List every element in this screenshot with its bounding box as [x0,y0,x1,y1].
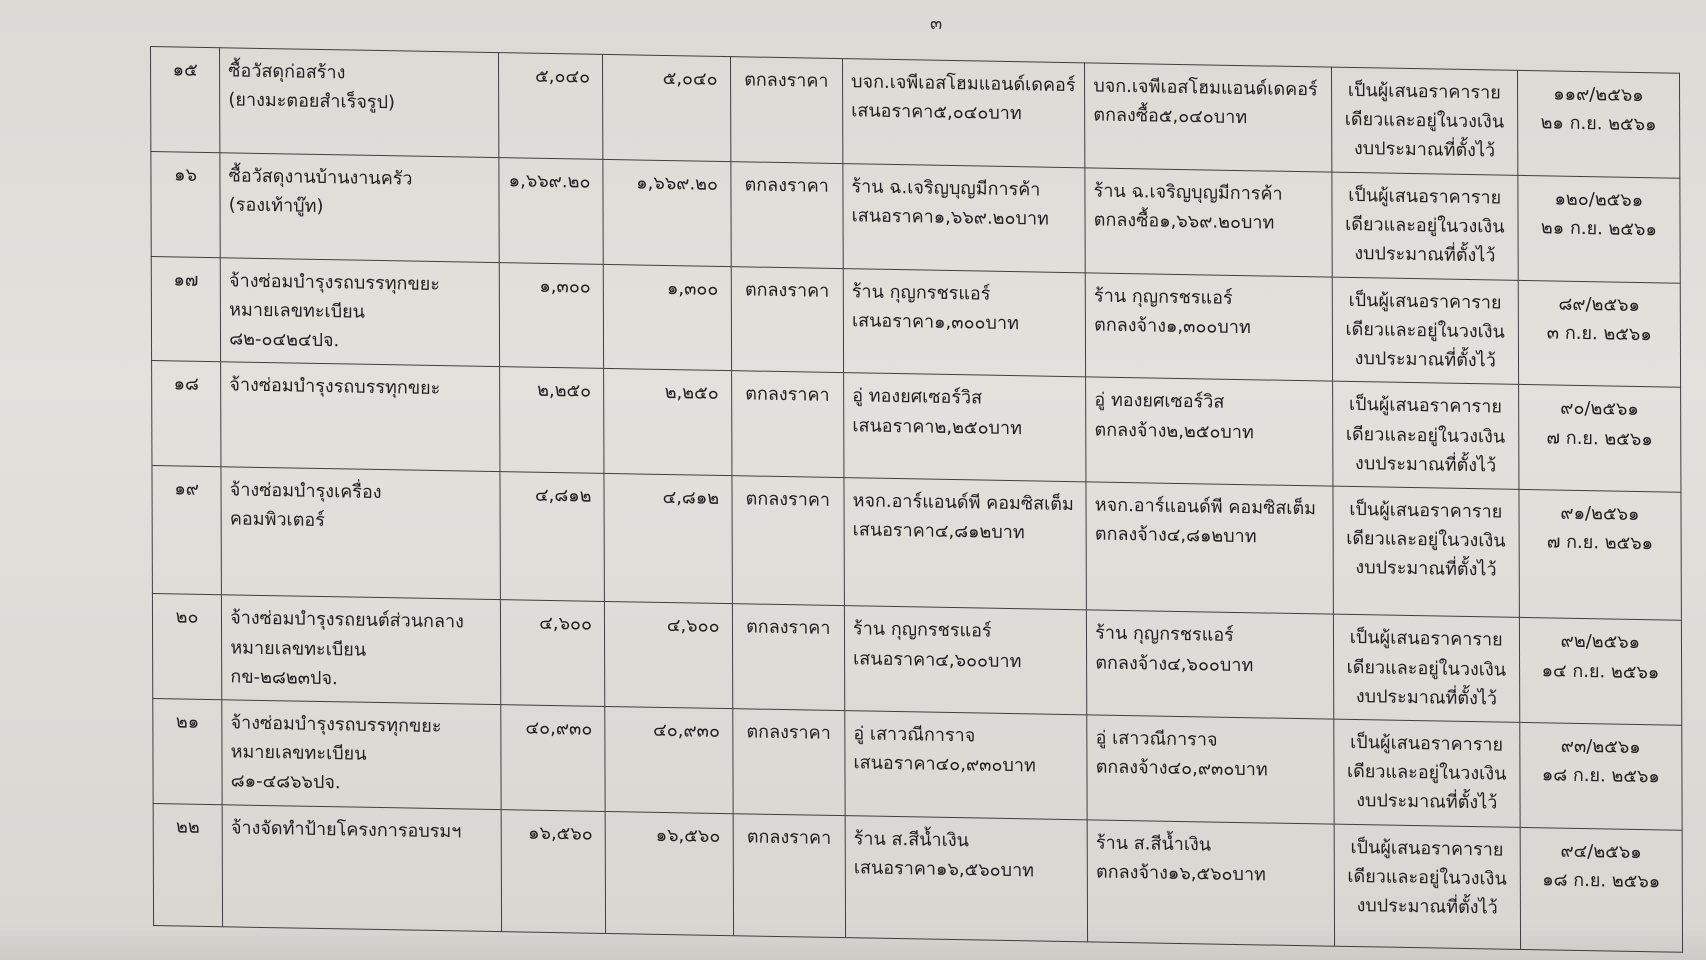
bidder-offer-cell [844,373,1087,482]
selection-reason-line: งบประมาณที่ตั้งไว้ [1353,138,1496,162]
selection-reason-line: เดียวและอยู่ในวงเงิน [1345,213,1505,238]
selected-vendor-line: ร้าน กุญกรชรแอร์ [1093,285,1233,309]
selection-reason-cell [1331,67,1517,175]
selected-vendor-line: หจก.อาร์แอนด์พี คอมซิสเต็ม [1094,494,1317,520]
contract-line: ๒๑ ก.ย. ๒๕๖๑ [1540,112,1657,136]
selection-reason-line: งบประมาณที่ตั้งไว้ [1354,347,1496,372]
selected-vendor-cell [1085,168,1332,277]
bidder-line: บจก.เจพีเอสโฮมแอนด์เดคอร์ [851,71,1076,97]
table-body [151,47,1683,953]
selection-reason-line: เป็นผู้เสนอราคาราย [1350,836,1504,861]
selection-reason-cell [1333,615,1519,723]
selection-reason-line: เดียวและอยู่ในวงเงิน [1345,318,1505,343]
bidder-offer-cell [843,163,1086,272]
procurement-method-cell: ตกลงราคา [733,814,846,938]
procurement-method-cell: ตกลงราคา [731,266,844,373]
contract-reference-cell [1520,723,1683,831]
budget-cell: ๔,๖๐๐ [501,600,605,707]
item-description-line: จ้างซ่อมบำรุงรถบรรทุกขยะ [229,374,441,400]
bidder-offer-cell [845,816,1088,942]
contract-line: ๘๙/๒๕๖๑ [1558,293,1640,316]
budget-cell: ๕,๐๔๐ [499,53,603,160]
contract-line: ๑๔ ก.ย. ๒๕๖๑ [1541,659,1660,683]
selected-vendor-line: ร้าน ส.สีน้ำเงิน [1095,832,1212,856]
contract-reference-cell [1517,70,1680,178]
procurement-method-cell: ตกลงราคา [731,371,844,478]
row-number-cell: ๒๑ [153,699,223,805]
bidder-line: อู่ ทองยศเซอร์วิส [852,385,983,409]
bidder-offer-cell [843,59,1086,168]
item-description-line: ซื้อวัสดุก่อสร้าง [228,60,346,84]
bidder-line: เสนอราคา๔,๘๑๒บาท [852,519,1025,544]
contract-line: ๙๒/๒๕๖๑ [1560,631,1641,654]
item-description-cell [220,257,499,367]
bidder-line: เสนอราคา๔๐,๙๓๐บาท [853,752,1036,777]
bidder-line: ร้าน ส.สีน้ำเงิน [853,828,969,852]
procurement-table [150,46,1683,953]
bidder-line: เสนอราคา๑,๖๖๙.๒๐บาท [851,205,1049,230]
selection-reason-line: งบประมาณที่ตั้งไว้ [1355,557,1497,581]
selection-reason-cell [1332,381,1518,489]
contract-reference-cell [1518,280,1681,388]
item-description-cell [222,595,501,705]
row-number-cell: ๒๐ [152,594,222,700]
item-description-line: กข-๒๘๒๓ปจ. [230,666,338,689]
bidder-offer-cell [844,478,1087,611]
selection-reason-line: งบประมาณที่ตั้งไว้ [1355,685,1498,710]
item-description-line: หมายเลขทะเบียน [229,299,365,323]
selection-reason-line: งบประมาณที่ตั้งไว้ [1354,243,1496,267]
budget-cell: ๒,๒๕๐ [500,367,604,474]
selected-vendor-line: อู่ ทองยศเซอร์วิส [1094,389,1225,414]
selection-reason-line: เดียวและอยู่ในวงเงิน [1345,423,1506,448]
selection-reason-line: งบประมาณที่ตั้งไว้ [1356,895,1498,919]
row-number-cell: ๑๙ [152,466,222,595]
selected-vendor-cell [1087,715,1334,824]
selected-vendor-line: อู่ เสาวณีการาจ [1095,727,1218,751]
contract-line: ๗ ก.ย. ๒๕๖๑ [1546,531,1654,555]
bidder-offer-cell [844,606,1087,715]
bidder-line: เสนอราคา๑,๓๐๐บาท [851,309,1019,334]
contract-reference-cell [1519,618,1682,726]
selection-reason-line: เป็นผู้เสนอราคาราย [1348,184,1502,209]
bidder-line: อู่ เสาวณีการาจ [853,723,976,747]
procurement-method-cell: ตกลงราคา [732,476,845,606]
contract-line: ๙๔/๒๕๖๑ [1560,840,1642,863]
item-description-line: หมายเลขทะเบียน [230,741,367,766]
contract-line: ๒๑ ก.ย. ๒๕๖๑ [1540,217,1657,241]
item-description-line: (ยางมะตอยสำเร็จรูป) [228,89,396,114]
selection-reason-cell [1333,486,1519,618]
selected-vendor-line: ตกลงจ้าง๔,๘๑๒บาท [1094,523,1257,548]
procurement-method-cell: ตกลงราคา [730,57,843,164]
item-description-line: คอมพิวเตอร์ [229,508,325,532]
selected-vendor-line: ตกลงซื้อ๕,๐๔๐บาท [1093,104,1248,129]
selection-reason-line: เดียวและอยู่ในวงเงิน [1347,866,1507,890]
item-description-line: ๘๑-๔๘๖๖ปจ. [230,770,341,794]
contract-line: ๑๒๐/๒๕๖๑ [1554,188,1644,211]
contract-line: ๑๘ ก.ย. ๒๕๖๑ [1542,869,1661,893]
bidder-line: เสนอราคา๒,๒๕๐บาท [852,414,1022,439]
item-description-cell [221,467,500,600]
selected-vendor-line: ร้าน ฉ.เจริญบุญมีการค้า [1093,180,1283,205]
median-price-cell: ๑,๖๖๙.๒๐ [603,159,731,266]
item-description-line: จ้างซ่อมบำรุงเครื่อง [229,479,382,504]
selected-vendor-line: ตกลงจ้าง๔,๖๐๐บาท [1095,652,1254,676]
selected-vendor-line: ตกลงจ้าง๑๖,๕๖๐บาท [1096,861,1266,886]
selection-reason-line: เป็นผู้เสนอราคาราย [1349,627,1503,652]
item-description-line: ๘๒-๐๔๒๔ปจ. [229,328,340,352]
contract-line: ๙๐/๒๕๖๑ [1560,397,1639,421]
budget-cell: ๔,๘๑๒ [500,472,604,602]
selection-reason-cell [1332,277,1518,385]
median-price-cell: ๔๐,๙๓๐ [605,707,733,814]
selection-reason-line: เป็นผู้เสนอราคาราย [1347,79,1501,104]
selection-reason-line: เดียวและอยู่ในวงเงิน [1346,528,1506,552]
bidder-line: ร้าน กุญกรชรแอร์ [852,618,992,643]
selection-reason-line: เป็นผู้เสนอราคาราย [1348,289,1502,314]
item-description-cell [220,48,499,158]
row-number-cell: ๑๘ [152,361,222,467]
item-description-line: จ้างจัดทำป้ายโครงการอบรมฯ [230,817,462,843]
median-price-cell: ๔,๖๐๐ [604,602,732,709]
selected-vendor-line: บจก.เจพีเอสโฮมแอนด์เดคอร์ [1093,75,1318,101]
selected-vendor-cell [1085,63,1332,172]
procurement-method-cell: ตกลงราคา [730,161,843,268]
bidder-offer-cell [843,268,1086,377]
selection-reason-cell [1332,172,1518,280]
budget-cell: ๑,๓๐๐ [499,262,603,369]
item-description-line: จ้างซ่อมบำรุงรถบรรทุกขยะ [228,269,440,295]
row-number-cell: ๑๕ [151,47,221,153]
median-price-cell: ๕,๐๔๐ [602,54,730,161]
budget-cell: ๑๖,๕๖๐ [501,810,605,934]
selected-vendor-cell [1086,377,1333,486]
contract-reference-cell [1519,490,1682,621]
item-description-line: หมายเลขทะเบียน [230,636,367,661]
selected-vendor-line: ร้าน กุญกรชรแอร์ [1095,622,1234,647]
contract-line: ๙๑/๒๕๖๑ [1560,502,1640,526]
item-description-cell [222,700,501,810]
procurement-table-wrapper [150,46,1683,953]
median-price-cell: ๑๖,๕๖๐ [605,811,733,935]
bidder-line: ร้าน กุญกรชรแอร์ [851,280,991,305]
contract-reference-cell [1518,175,1681,283]
median-price-cell: ๑,๓๐๐ [603,264,731,371]
budget-cell: ๑,๖๖๙.๒๐ [499,157,603,264]
row-number-cell: ๒๒ [153,804,223,927]
item-description-cell [222,805,501,932]
budget-cell: ๔๐,๙๓๐ [501,705,605,812]
selection-reason-line: เดียวและอยู่ในวงเงิน [1346,761,1507,786]
item-description-line: จ้างซ่อมบำรุงรถบรรทุกขยะ [230,712,442,738]
selection-reason-line: เดียวและอยู่ในวงเงิน [1344,109,1505,133]
bidder-line: หจก.อาร์แอนด์พี คอมซิสเต็ม [852,490,1074,516]
bidder-offer-cell [845,711,1088,820]
page-number: ๓ [930,13,943,34]
contract-line: ๑๑๙/๒๕๖๑ [1553,83,1644,107]
selection-reason-line: งบประมาณที่ตั้งไว้ [1356,790,1498,815]
contract-line: ๗ ก.ย. ๒๕๖๑ [1546,426,1653,450]
selection-reason-cell [1334,719,1520,827]
item-description-line: (รองเท้าบู๊ท) [228,194,324,217]
bidder-line: เสนอราคา๔,๖๐๐บาท [853,647,1022,672]
item-description-line: จ้างซ่อมบำรุงรถยนต์ส่วนกลาง [230,607,464,633]
item-description-line: ซื้อวัสดุงานบ้านงานครัว [228,165,413,190]
bidder-line: ร้าน ฉ.เจริญบุญมีการค้า [851,176,1041,201]
page-shadow [0,925,1706,960]
item-description-cell [221,362,500,472]
contract-reference-cell [1518,385,1681,493]
median-price-cell: ๔,๘๑๒ [604,474,732,605]
selected-vendor-cell [1086,482,1333,615]
contract-line: ๙๓/๒๕๖๑ [1560,735,1641,759]
item-description-cell [220,153,499,263]
row-number-cell: ๑๖ [151,151,221,257]
selection-reason-line: งบประมาณที่ตั้งไว้ [1354,452,1497,477]
bidder-line: เสนอราคา๕,๐๔๐บาท [851,100,1022,125]
selected-vendor-cell [1087,610,1334,719]
selection-reason-line: เป็นผู้เสนอราคาราย [1350,732,1504,756]
procurement-method-cell: ตกลงราคา [732,604,845,711]
contract-line: ๓ ก.ย. ๒๕๖๑ [1546,322,1652,345]
bidder-line: เสนอราคา๑๖,๕๖๐บาท [853,857,1035,882]
procurement-method-cell: ตกลงราคา [732,709,845,816]
selected-vendor-line: ตกลงซื้อ๑,๖๖๙.๒๐บาท [1093,209,1275,234]
selected-vendor-line: ตกลงจ้าง๑,๓๐๐บาท [1094,314,1251,338]
selected-vendor-cell [1085,272,1332,381]
median-price-cell: ๒,๒๕๐ [604,369,732,476]
selection-reason-line: เป็นผู้เสนอราคาราย [1348,394,1502,418]
row-number-cell: ๑๗ [151,256,221,362]
selection-reason-line: เดียวและอยู่ในวงเงิน [1346,656,1507,681]
selected-vendor-line: ตกลงจ้าง๒,๒๕๐บาท [1094,418,1254,443]
contract-line: ๑๘ ก.ย. ๒๕๖๑ [1541,764,1660,788]
selection-reason-line: เป็นผู้เสนอราคาราย [1349,499,1503,523]
selected-vendor-line: ตกลงจ้าง๔๐,๙๓๐บาท [1095,756,1268,781]
